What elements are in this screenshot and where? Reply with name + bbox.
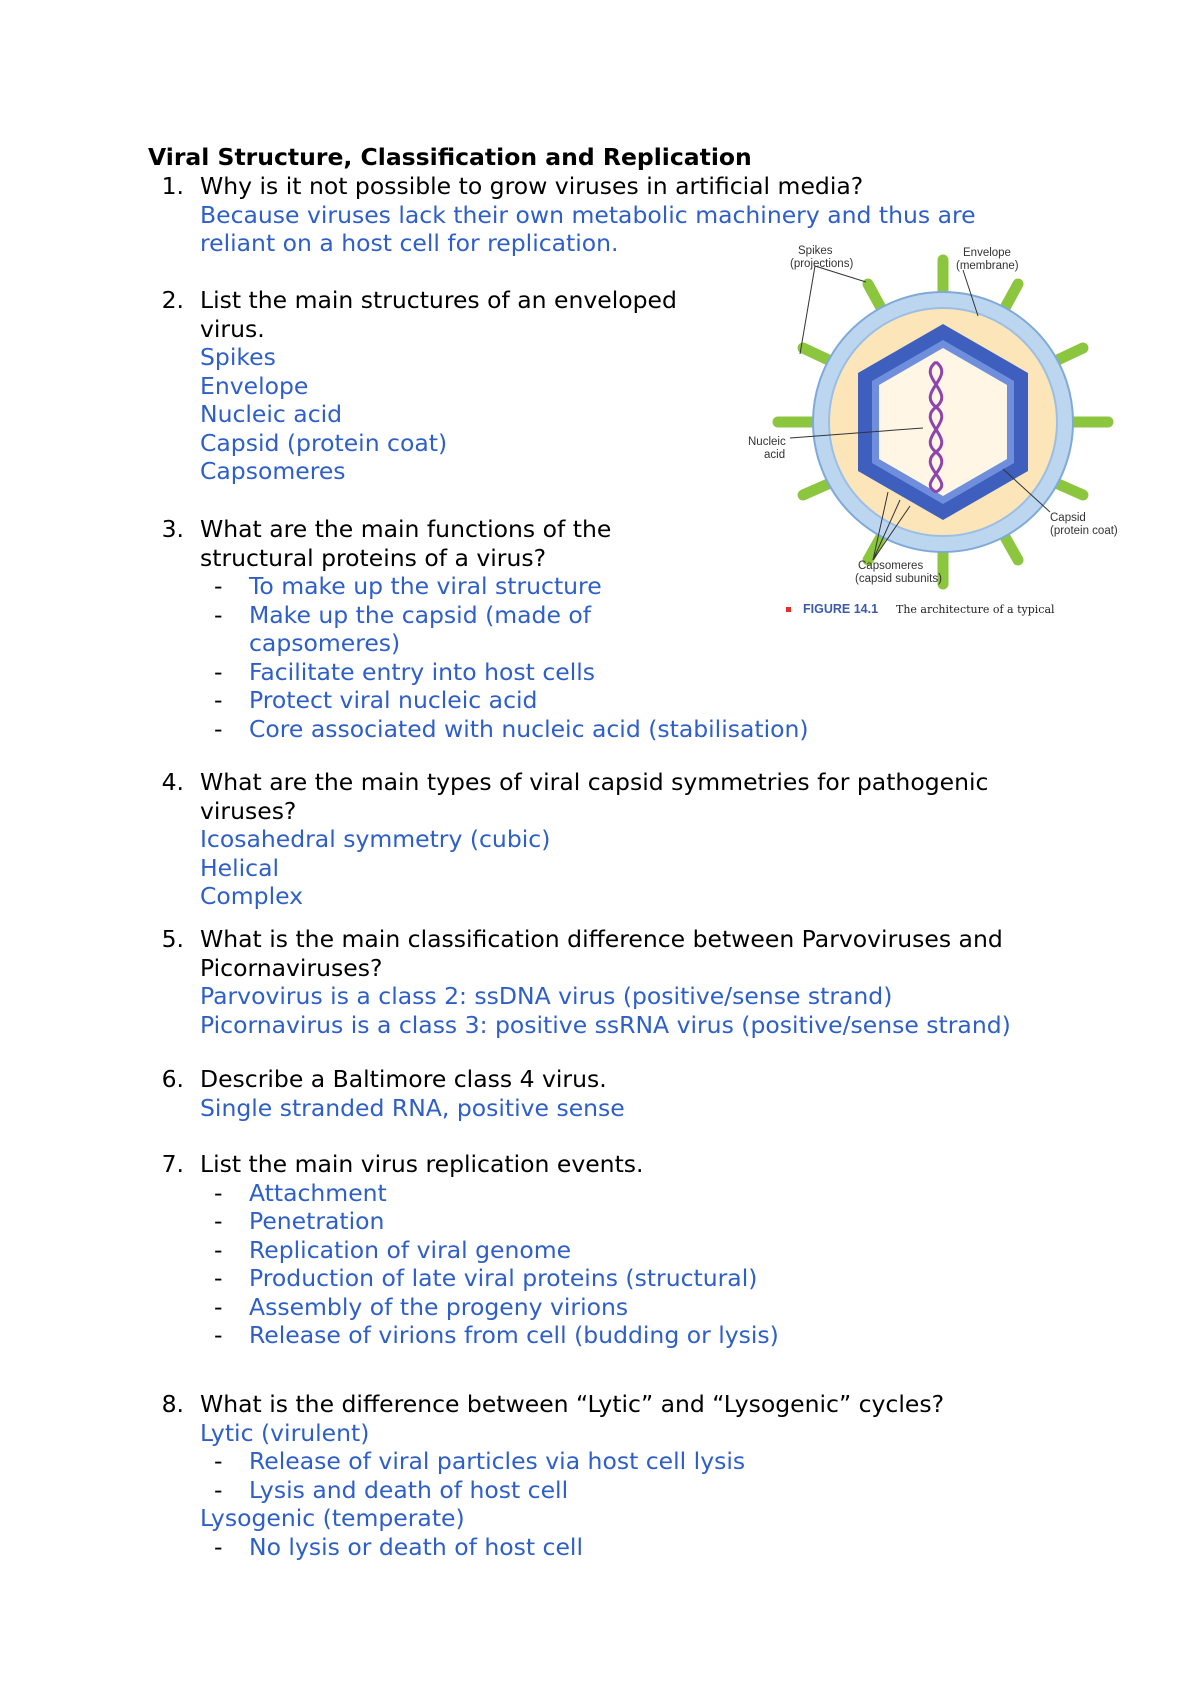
bullet-item: - Penetration [200, 1207, 779, 1236]
answer-line: Because viruses lack their own metabolic machinery and thus are [200, 200, 976, 229]
lytic-heading: Lytic (virulent) [200, 1418, 370, 1447]
bullet-dash: - [214, 1264, 223, 1292]
answer-item: Icosahedral symmetry (cubic) [200, 825, 551, 853]
question-text: What are the main functions of the [200, 515, 612, 543]
bullet-item: - Release of viral particles via host cell lysis [200, 1447, 944, 1476]
label-capsid-sub: (protein coat) [1050, 525, 1118, 537]
bullet-item: - Make up the capsid (made of [200, 601, 809, 630]
bullet-item: - Core associated with nucleic acid (stabilisation) [200, 715, 809, 744]
question-number: 1. [161, 172, 184, 200]
question-text: viruses? [200, 796, 297, 825]
figure-caption-label: FIGURE 14.1 [803, 602, 879, 616]
bullet-dash: - [214, 657, 223, 686]
question-text: structural proteins of a virus? [200, 543, 547, 572]
answer-item: Helical [200, 853, 280, 882]
question-text: What are the main types of viral capsid symmetries for pathogenic [200, 768, 989, 796]
document-title: Viral Structure, Classification and Replication [148, 143, 752, 171]
question-number: 4. [161, 768, 184, 796]
bullet-dash: - [214, 572, 223, 600]
answer-item: Complex [200, 882, 304, 910]
label-envelope: Envelope [963, 247, 1011, 259]
bullet-dash: - [214, 1321, 223, 1349]
question-number: 2. [161, 286, 184, 314]
bullet-dash: - [214, 600, 223, 629]
lysogenic-heading: Lysogenic (temperate) [200, 1504, 465, 1532]
bullet-dash: - [214, 1207, 223, 1235]
bullet-dash: - [214, 1235, 223, 1264]
label-spikes: Spikes [798, 245, 833, 257]
figure-caption-text: The architecture of a typical [896, 603, 1055, 616]
bullet-item: - Protect viral nucleic acid [200, 686, 809, 715]
answer-item: Capsid (protein coat) [200, 428, 448, 457]
answer-item: Picornavirus is a class 3: positive ssRNA virus (positive/sense strand) [200, 1010, 1011, 1039]
bullet-dash: - [214, 1178, 223, 1207]
bullet-dash: - [214, 1475, 223, 1504]
bullet-continuation: capsomeres) [249, 629, 401, 657]
label-nucleic-acid: Nucleic [748, 436, 786, 448]
virus-diagram [748, 242, 1138, 624]
answer-line: reliant on a host cell for replication. [200, 229, 619, 257]
bullet-item: - Assembly of the progeny virions [200, 1293, 779, 1322]
question-number: 8. [161, 1390, 184, 1418]
label-nucleic-acid-sub: acid [764, 449, 786, 461]
bullet-dash: - [214, 1292, 223, 1321]
question-number: 5. [161, 925, 184, 953]
question-number: 6. [161, 1065, 184, 1093]
label-envelope-sub: (membrane) [956, 260, 1019, 272]
answer-item: Spikes [200, 343, 276, 371]
bullet-item: - Facilitate entry into host cells [200, 658, 809, 687]
bullet-item: - Production of late viral proteins (structural) [200, 1264, 779, 1293]
bullet-item: - Release of virions from cell (budding or lysis) [200, 1321, 779, 1350]
label-capsid: Capsid [1050, 512, 1086, 524]
label-capsomeres-sub: (capsid subunits) [855, 573, 942, 585]
bullet-dash: - [214, 714, 223, 743]
bullet-dash: - [214, 686, 223, 714]
question-text: Describe a Baltimore class 4 virus. [200, 1065, 607, 1093]
question-text: What is the main classification difference between Parvoviruses and [200, 925, 1003, 953]
bullet-item: - Attachment [200, 1179, 779, 1208]
caption-marker-icon [786, 607, 791, 612]
answer-item: Envelope [200, 371, 309, 400]
bullet-item: - No lysis or death of host cell [200, 1533, 944, 1562]
label-capsomeres: Capsomeres [858, 560, 924, 572]
question-text: Why is it not possible to grow viruses in artificial media? [200, 172, 864, 200]
virus-architecture-figure [748, 242, 1138, 624]
bullet-item: - Replication of viral genome [200, 1236, 779, 1265]
bullet-dash: - [214, 1447, 223, 1475]
answer-item: Parvovirus is a class 2: ssDNA virus (positive/sense strand) [200, 982, 893, 1010]
question-text: List the main structures of an enveloped [200, 286, 677, 314]
answer-item: Nucleic acid [200, 400, 343, 428]
bullet-item: - Lysis and death of host cell [200, 1476, 944, 1505]
question-number: 3. [161, 515, 184, 543]
question-text: What is the difference between “Lytic” and “Lysogenic” cycles? [200, 1390, 945, 1418]
label-spikes-sub: (projections) [790, 258, 854, 270]
question-number: 7. [161, 1150, 184, 1178]
answer-item: Capsomeres [200, 457, 346, 485]
answer-item: Single stranded RNA, positive sense [200, 1093, 625, 1122]
bullet-item: - To make up the viral structure [200, 572, 809, 601]
question-text: Picornaviruses? [200, 953, 383, 982]
bullet-dash: - [214, 1532, 223, 1561]
question-text: List the main virus replication events. [200, 1150, 644, 1178]
question-text: virus. [200, 314, 265, 343]
